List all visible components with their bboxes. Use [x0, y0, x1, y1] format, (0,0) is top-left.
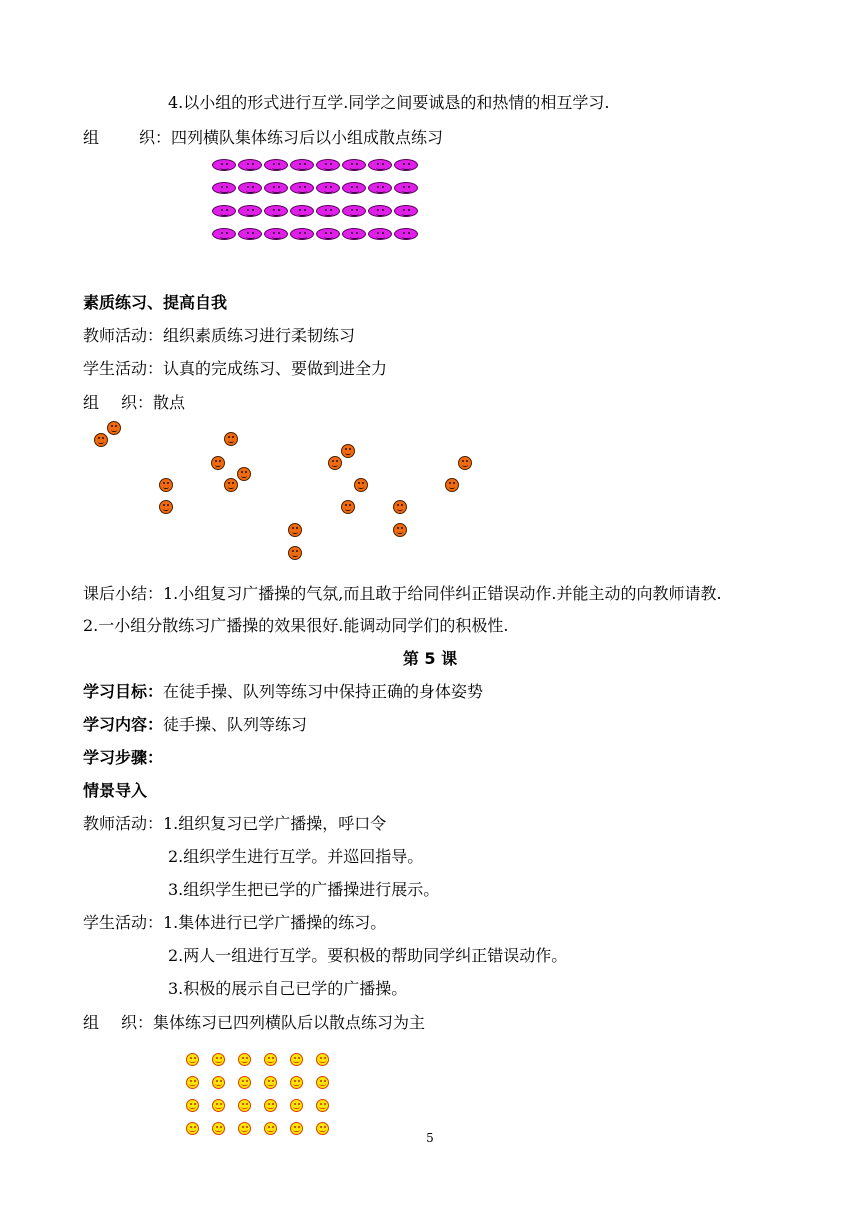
yellow-smiley-icon — [316, 1099, 329, 1112]
orange-smiley-icon — [458, 456, 472, 470]
learning-content-line — [83, 715, 307, 735]
magenta-smiley-icon — [394, 205, 418, 217]
student-activity-2-line-3: 3.积极的展示自己已学的广播操。 — [168, 979, 408, 998]
org-label-a: 组 — [83, 1013, 100, 1032]
magenta-smiley-icon — [342, 159, 366, 171]
yellow-smiley-icon — [264, 1076, 277, 1089]
orange-smiley-icon — [237, 467, 251, 481]
magenta-smiley-icon — [342, 228, 366, 240]
magenta-smiley-icon — [316, 228, 340, 240]
learning-steps-label: 学习步骤： — [83, 748, 164, 767]
yellow-smiley-icon — [186, 1053, 199, 1066]
orange-smiley-icon — [107, 421, 121, 435]
yellow-smiley-icon — [290, 1076, 303, 1089]
magenta-smiley-icon — [212, 182, 236, 194]
org-label-a: 组 — [83, 393, 100, 412]
organization-line-3 — [83, 1013, 425, 1033]
orange-smiley-icon — [393, 523, 407, 537]
magenta-smiley-icon — [264, 205, 288, 217]
orange-smiley-icon — [94, 433, 108, 447]
yellow-smiley-icon — [264, 1099, 277, 1112]
orange-smiley-icon — [393, 500, 407, 514]
org-label-b: 织：集体练习已四列横队后以散点练习为主 — [121, 1013, 426, 1032]
magenta-smiley-icon — [290, 159, 314, 171]
magenta-smiley-icon — [290, 228, 314, 240]
magenta-smiley-icon — [212, 228, 236, 240]
yellow-smiley-icon — [316, 1053, 329, 1066]
magenta-smiley-icon — [264, 182, 288, 194]
lesson-title: 第 5 课 — [402, 649, 458, 668]
magenta-smiley-icon — [394, 159, 418, 171]
magenta-smiley-icon — [238, 159, 262, 171]
yellow-smiley-icon — [186, 1099, 199, 1112]
page-number: 5 — [426, 1131, 434, 1145]
magenta-smiley-icon — [342, 182, 366, 194]
summary-line-2: 2.一小组分散练习广播操的效果很好.能调动同学们的积极性. — [83, 616, 509, 635]
magenta-smiley-icon — [368, 182, 392, 194]
teacher-activity-2-line-1: 教师活动：1.组织复习已学广播操，呼口令 — [83, 814, 387, 833]
magenta-smiley-icon — [316, 205, 340, 217]
content-text: 徒手操、队列等练习 — [163, 715, 308, 734]
orange-smiley-icon — [288, 546, 302, 560]
magenta-smiley-icon — [238, 228, 262, 240]
orange-smiley-icon — [328, 456, 342, 470]
orange-smiley-icon — [341, 444, 355, 458]
student-activity-line: 学生活动：认真的完成练习、要做到进全力 — [83, 359, 388, 378]
intro-label: 情景导入 — [83, 781, 148, 800]
goal-text: 在徒手操、队列等练习中保持正确的身体姿势 — [163, 682, 484, 701]
magenta-smiley-icon — [290, 205, 314, 217]
teacher-activity-2-line-3: 3.组织学生把已学的广播操进行展示。 — [168, 880, 440, 899]
goal-label: 学习目标： — [83, 682, 164, 701]
orange-smiley-icon — [159, 500, 173, 514]
yellow-smiley-icon — [316, 1076, 329, 1089]
magenta-smiley-icon — [368, 205, 392, 217]
orange-smiley-icon — [354, 478, 368, 492]
yellow-smiley-icon — [212, 1076, 225, 1089]
orange-smiley-icon — [288, 523, 302, 537]
yellow-smiley-icon — [238, 1076, 251, 1089]
org-label-b: 织：散点 — [121, 393, 186, 412]
orange-smiley-icon — [211, 456, 225, 470]
yellow-smiley-icon — [212, 1053, 225, 1066]
student-activity-2-line-2: 2.两人一组进行互学。要积极的帮助同学纠正错误动作。 — [168, 946, 568, 965]
org-label-b: 织： — [139, 128, 172, 147]
orange-smiley-icon — [224, 432, 238, 446]
magenta-smiley-icon — [264, 159, 288, 171]
magenta-smiley-icon — [316, 182, 340, 194]
magenta-smiley-icon — [212, 159, 236, 171]
section-heading-quality-practice: 素质练习、提高自我 — [83, 293, 228, 312]
learning-goal-line — [83, 682, 483, 702]
yellow-smiley-icon — [238, 1053, 251, 1066]
yellow-smiley-icon — [290, 1053, 303, 1066]
orange-smiley-icon — [341, 500, 355, 514]
orange-smiley-icon — [445, 478, 459, 492]
text-line-1: 4.以小组的形式进行互学.同学之间要诚恳的和热情的相互学习. — [168, 93, 610, 112]
org-text: 四列横队集体练习后以小组成散点练习 — [171, 128, 444, 147]
magenta-smiley-icon — [368, 159, 392, 171]
yellow-smiley-icon — [290, 1099, 303, 1112]
organization-line-1 — [83, 128, 443, 148]
yellow-smiley-icon — [186, 1076, 199, 1089]
teacher-activity-line: 教师活动：组织素质练习进行柔韧练习 — [83, 326, 356, 345]
magenta-smiley-icon — [368, 228, 392, 240]
magenta-smiley-icon — [264, 228, 288, 240]
magenta-smiley-icon — [394, 228, 418, 240]
orange-smiley-icon — [224, 478, 238, 492]
yellow-smiley-icon — [264, 1053, 277, 1066]
teacher-activity-2-line-2: 2.组织学生进行互学。并巡回指导。 — [168, 847, 424, 866]
yellow-smiley-icon — [238, 1099, 251, 1112]
magenta-smiley-icon — [342, 205, 366, 217]
magenta-smiley-icon — [290, 182, 314, 194]
student-activity-2-line-1: 学生活动：1.集体进行已学广播操的练习。 — [83, 913, 387, 932]
magenta-smiley-icon — [394, 182, 418, 194]
yellow-smiley-icon — [212, 1099, 225, 1112]
organization-line-2 — [83, 393, 185, 413]
magenta-smiley-icon — [238, 182, 262, 194]
summary-line-1: 课后小结：1.小组复习广播操的气氛,而且敢于给同伴纠正错误动作.并能主动的向教师请教. — [83, 584, 722, 603]
magenta-smiley-icon — [238, 205, 262, 217]
magenta-smiley-icon — [316, 159, 340, 171]
orange-smiley-icon — [159, 478, 173, 492]
org-label-a: 组 — [83, 128, 100, 147]
magenta-smiley-icon — [212, 205, 236, 217]
content-label: 学习内容： — [83, 715, 164, 734]
